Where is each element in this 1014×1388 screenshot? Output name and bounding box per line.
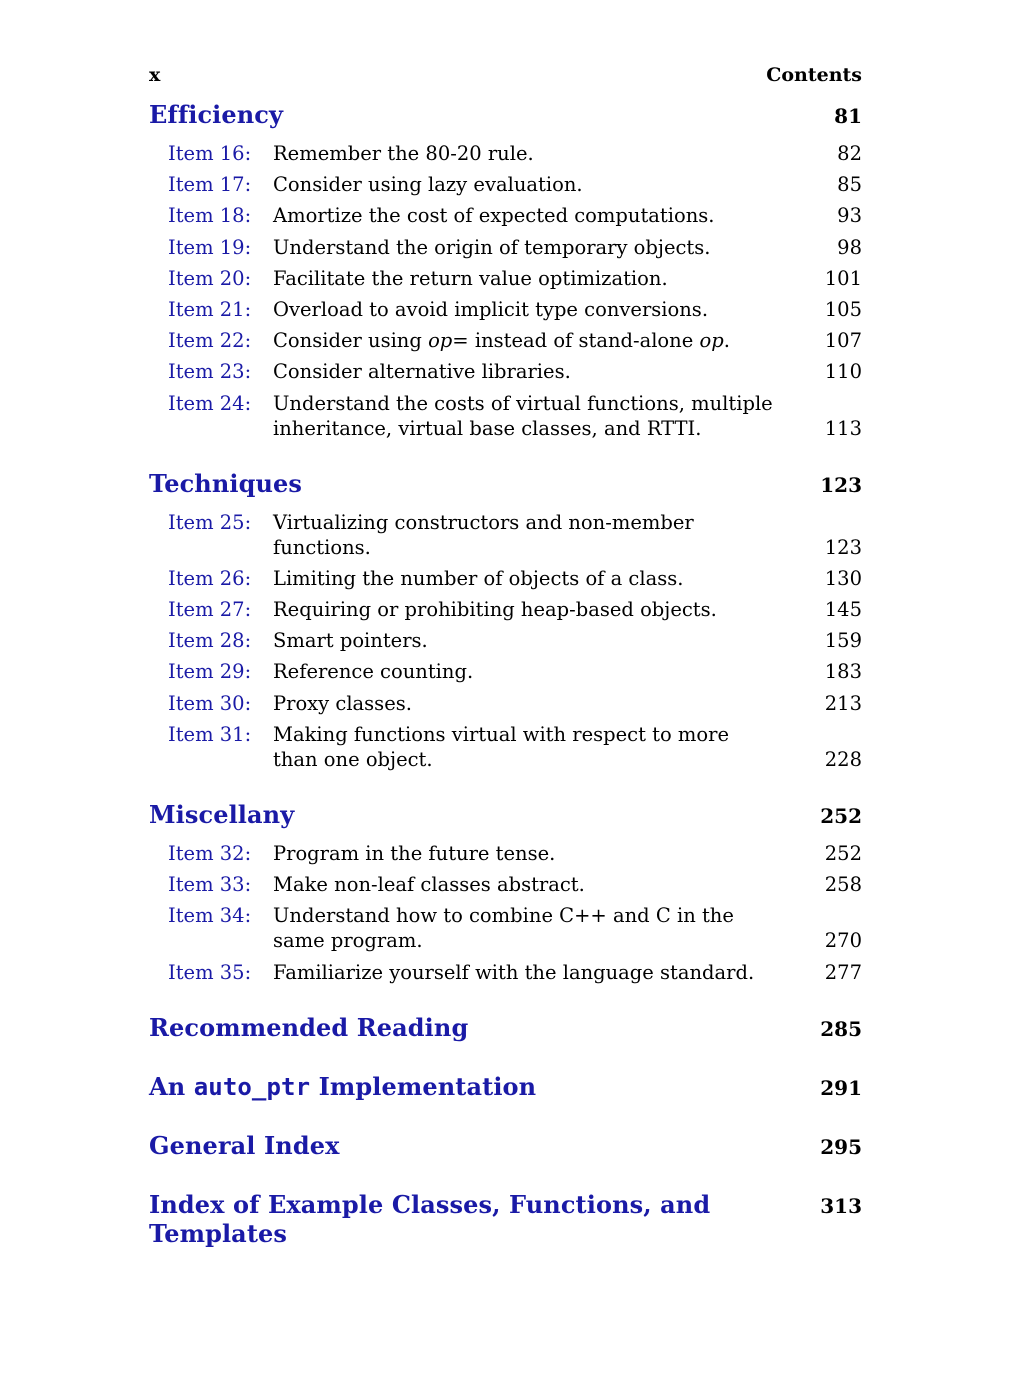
item-page-number: 98 [837, 235, 862, 259]
toc-item [168, 872, 862, 897]
section-title-link[interactable] [149, 1072, 536, 1101]
section-page-number: 285 [820, 1016, 862, 1041]
toc-item [168, 203, 862, 228]
item-number-link[interactable]: Item 21: [168, 297, 252, 321]
item-title: Limiting the number of objects of a class. [273, 566, 684, 590]
item-page-number: 145 [824, 598, 862, 622]
item-page-number: 213 [824, 691, 862, 715]
section-page-number: 291 [820, 1075, 862, 1100]
item-number-link[interactable]: Item 28: [168, 629, 252, 653]
item-title [273, 328, 822, 353]
section-title-link[interactable]: Techniques [149, 468, 303, 498]
item-title: Understand the origin of temporary objects. [273, 235, 711, 259]
item-title: Make non-leaf classes abstract. [273, 873, 585, 897]
toc-backmatter-auto-ptr [149, 1072, 862, 1101]
contents-page [149, 64, 862, 1260]
item-number-link[interactable]: Item 25: [168, 510, 252, 534]
toc-item [168, 960, 862, 985]
item-title-italic: op [428, 329, 453, 353]
section-title-link[interactable]: Index of Example Classes, Functions, and Templates [149, 1189, 711, 1248]
toc-item [168, 841, 862, 866]
section-heading [149, 469, 862, 498]
item-number-link[interactable]: Item 23: [168, 360, 252, 384]
item-title-italic: op [699, 329, 724, 353]
item-page-number: 183 [824, 660, 862, 684]
toc-backmatter-general-index [149, 1131, 862, 1160]
item-number-link[interactable]: Item 33: [168, 873, 252, 897]
toc-item [168, 359, 862, 384]
toc-item [168, 903, 862, 953]
item-title: Amortize the cost of expected computations. [273, 204, 715, 228]
item-number-link[interactable]: Item 24: [168, 391, 252, 415]
toc-item [168, 510, 862, 560]
item-title-line: Making functions virtual with respect to more [273, 722, 729, 746]
section-title-link[interactable]: Recommended Reading [149, 1012, 469, 1042]
item-number-link[interactable]: Item 35: [168, 960, 252, 984]
item-title-line: Understand how to combine C++ and C in the [273, 904, 734, 928]
toc-section-miscellany [149, 800, 862, 985]
item-title-part: Consider using [273, 329, 429, 353]
toc-item [168, 172, 862, 197]
item-title [273, 391, 822, 441]
section-title-link[interactable]: Efficiency [149, 100, 284, 129]
item-title: Overload to avoid implicit type conversions. [273, 297, 709, 321]
item-title [273, 510, 822, 560]
toc-item [168, 297, 862, 322]
section-heading [149, 100, 862, 129]
item-page-number: 130 [824, 566, 862, 590]
item-number-link[interactable]: Item 27: [168, 598, 252, 622]
item-number-link[interactable]: Item 17: [168, 173, 252, 197]
toc-section-techniques [149, 469, 862, 772]
item-page-number: 228 [824, 747, 862, 771]
item-title: Proxy classes. [273, 691, 412, 715]
running-head [149, 64, 862, 100]
toc-item [168, 722, 862, 772]
item-title-line: same program. [273, 929, 423, 953]
toc-item [168, 266, 862, 291]
item-title: Facilitate the return value optimization. [273, 266, 668, 290]
item-title-line: than one object. [273, 747, 433, 771]
item-title: Smart pointers. [273, 629, 428, 653]
item-title [273, 722, 822, 772]
item-page-number: 93 [837, 204, 862, 228]
toc-item [168, 691, 862, 716]
item-title-line: Understand the costs of virtual functions, multiple [273, 391, 773, 415]
item-title: Consider alternative libraries. [273, 360, 571, 384]
item-title [273, 903, 822, 953]
section-page-number: 252 [820, 804, 862, 828]
toc-item [168, 391, 862, 441]
item-page-number: 107 [824, 329, 862, 353]
toc-item [168, 328, 862, 353]
section-heading [149, 1072, 862, 1101]
item-number-link[interactable]: Item 22: [168, 329, 252, 353]
item-title-line: Virtualizing constructors and non-member [273, 510, 694, 534]
toc-item [168, 597, 862, 622]
item-page-number: 105 [824, 297, 862, 321]
item-number-link[interactable]: Item 16: [168, 142, 252, 165]
item-page-number: 258 [824, 873, 862, 897]
toc-item [168, 235, 862, 260]
section-title-link[interactable]: Miscellany [149, 800, 295, 829]
item-title-line: inheritance, virtual base classes, and RTTI. [273, 416, 702, 440]
section-heading [149, 1190, 862, 1248]
item-title-part: = instead of stand-alone [452, 329, 700, 353]
item-number-link[interactable]: Item 34: [168, 904, 252, 928]
item-number-link[interactable]: Item 26: [168, 566, 252, 590]
item-page-number: 159 [824, 629, 862, 653]
section-page-number: 81 [834, 104, 862, 128]
section-heading [149, 1131, 862, 1160]
section-title-part: Implementation [310, 1071, 537, 1101]
item-title: Reference counting. [273, 660, 474, 684]
item-page-number: 113 [824, 416, 862, 440]
item-title: Requiring or prohibiting heap-based objects. [273, 598, 717, 622]
item-page-number: 123 [824, 535, 862, 559]
toc-item [168, 566, 862, 591]
item-page-number: 101 [824, 266, 862, 290]
item-number-link[interactable]: Item 30: [168, 691, 252, 715]
section-title-code: auto_ptr [193, 1072, 311, 1101]
page-number-roman: x [149, 64, 161, 86]
item-number-link[interactable]: Item 18: [168, 204, 252, 228]
section-page-number: 313 [820, 1193, 862, 1218]
section-heading [149, 800, 862, 829]
toc-item [168, 628, 862, 653]
toc-item [168, 659, 862, 684]
section-title-link[interactable]: General Index [149, 1130, 340, 1160]
section-page-number: 295 [820, 1134, 862, 1159]
item-page-number: 82 [837, 142, 862, 165]
running-head-title: Contents [766, 64, 862, 86]
item-page-number: 110 [824, 360, 862, 384]
toc-item [168, 141, 862, 166]
item-page-number: 277 [824, 960, 862, 984]
item-number-link[interactable]: Item 32: [168, 842, 252, 865]
item-title: Program in the future tense. [273, 842, 556, 865]
item-number-link[interactable]: Item 31: [168, 722, 252, 746]
toc-section-efficiency [149, 100, 862, 441]
section-title-part: An [149, 1071, 194, 1101]
item-title-part: . [723, 329, 730, 353]
item-page-number: 252 [824, 842, 862, 865]
item-title: Familiarize yourself with the language standard. [273, 960, 755, 984]
item-number-link[interactable]: Item 19: [168, 235, 252, 259]
toc-backmatter-example-index [149, 1190, 862, 1248]
item-page-number: 85 [837, 173, 862, 197]
item-title: Remember the 80-20 rule. [273, 142, 534, 165]
section-page-number: 123 [820, 472, 862, 497]
item-title: Consider using lazy evaluation. [273, 173, 583, 197]
item-number-link[interactable]: Item 20: [168, 266, 252, 290]
toc-backmatter-recommended-reading [149, 1013, 862, 1042]
item-title-line: functions. [273, 535, 371, 559]
item-number-link[interactable]: Item 29: [168, 660, 252, 684]
section-heading [149, 1013, 862, 1042]
item-page-number: 270 [824, 929, 862, 953]
